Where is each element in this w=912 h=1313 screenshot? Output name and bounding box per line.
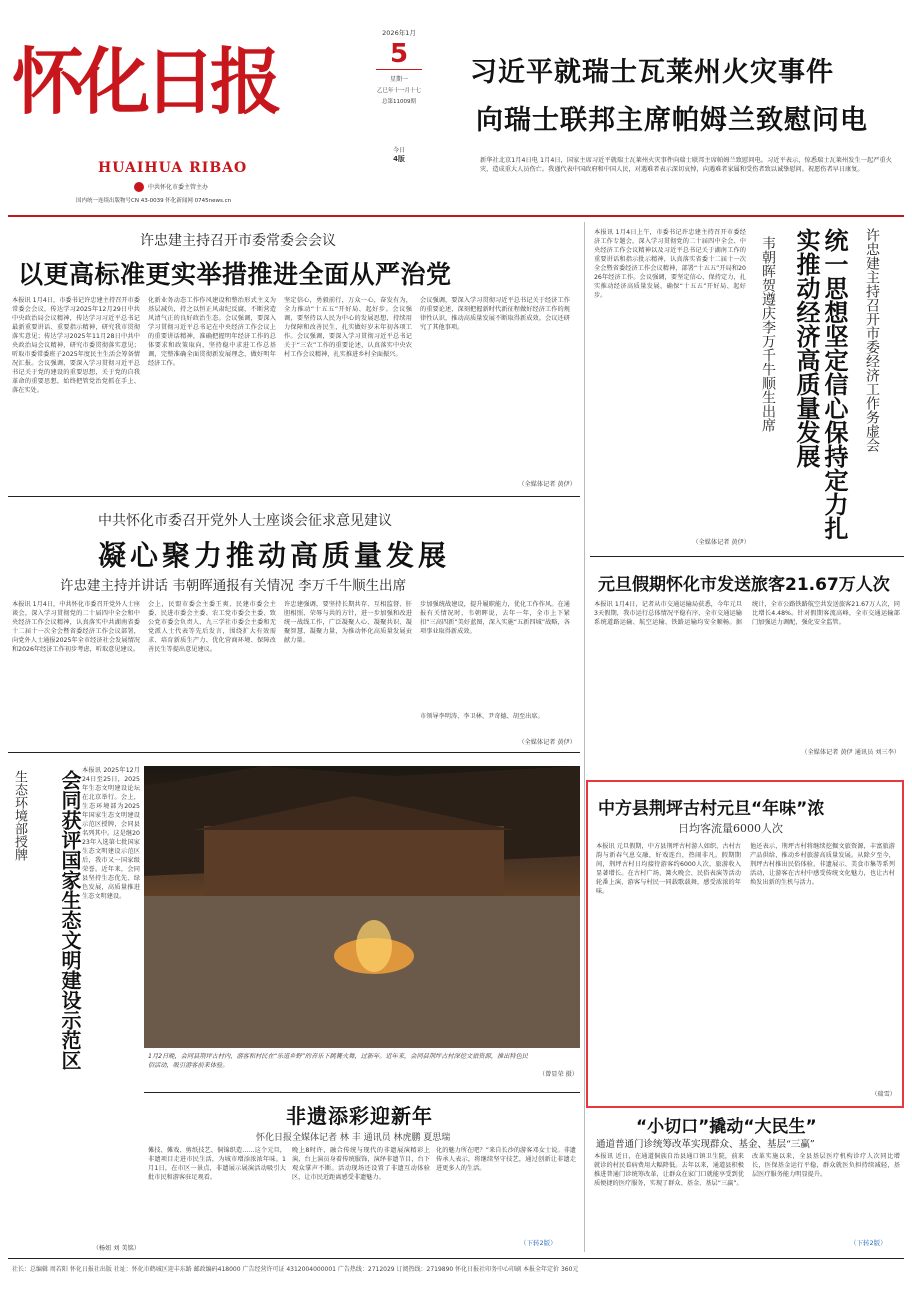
right3-col2: 他还表示，荆坪古村将继续挖掘文旅资源，丰富旅游产品供给，推动乡村旅游高质量发展。从除夕至今，荆坪古村推出民俗体验、非遗展示、美食市集等系列活动，让游客在古村中感受传统文化魅力，也让古村焕发出新的生机与活力。 (750, 843, 895, 886)
photo-scene (144, 766, 580, 1048)
bottom1-col1: 傩技、傩戏、剪纸技艺、侗锦织造……这个元旦，非遗项目走进市民生活，为城市增添浓浓年味。1月1日，在市区一景点，非遗展示展演活动吸引大批市民和游客驻足观看。 (148, 1147, 286, 1181)
bottom2-headline: “小切口”撬动“大民生” (636, 1117, 817, 1137)
story1-headline: 以更高标准更实举措推进全面从严治党 (18, 260, 452, 289)
eco-headline: 会同获评国家生态文明建设示范区 (58, 770, 82, 1070)
story2-col1: 本报讯 1月4日，中共怀化市委召开党外人士座谈会，深入学习贯彻党的二十届四中全会和中央经济工作会议精神，认真落实中共湖南省委十二届十一次全会暨省委经济工作会议部署，向党外人士通报2025年全市经济社会发展情况和2026年经济工作初步考虑，听取意见建议。 (12, 601, 140, 653)
right2-credit: （全媒体记者 黄伊 通讯员 刘三李） (801, 749, 900, 756)
masthead (8, 6, 368, 206)
story2-col4: 步加强统战建设，提升履职能力，优化工作作风。在通报有关情况时，韦朝晖说，去年一年，全市上下紧扣“三高四新”美好蓝图，深入实施“五新四城”战略，各项事业取得新成效。 (420, 601, 570, 635)
date-box (370, 28, 428, 188)
bottom2-subhead: 通道普通门诊统筹改革实现群众、基金、基层“三赢” (596, 1139, 815, 1150)
right3-subhead: 日均客流量6000人次 (678, 822, 783, 835)
right1-subline: 韦朝晖贺遵庆李万千牛顺生出席 (760, 236, 776, 432)
news-photo (144, 766, 580, 1048)
story1-col2: 化新业务动态工作作风建设和整治形式主义为基层减负，持之以恒正风肃纪反腐，不断营造风清气正的良好政治生态。会议强调，要深入学习贯彻习近平总书记在中央经济工作会议上的重要讲话精神，准确把握明年经济工作的总体要求和政策取向，坚持稳中求进工作总基调，完整准确全面贯彻新发展理念，做好明年经济工作。 (148, 297, 276, 367)
pages-label: 今日 (392, 147, 405, 154)
bottom1-col3: 化的魅力所在吧？”来自长沙的游客邓女士说。非遗传承人表示，将继续坚守技艺，通过创新让非遗走进更多人的生活。 (436, 1147, 576, 1172)
story2-headline: 凝心聚力推动高质量发展 (98, 539, 451, 572)
bottom1-continue-link[interactable]: （下转2版） (520, 1239, 557, 1247)
story2-col5: 市领导李明涛、李卫林、尹奇德、胡至出席。 (420, 713, 544, 720)
story2-credit: （全媒体记者 黄伊） (518, 739, 576, 746)
right1-credit: （全媒体记者 黄伊） (692, 539, 750, 546)
story2-col2: 会上，民盟市委会主委王爽、民建市委会主委、民进市委会主委、农工党市委会主委、致公党市委会负责人、九三学社市委会主委和无党派人士代表等先后发言，围绕扩大有效需求、培育新质生产力、优化营商环境、保障改善民生等提出意见建议。 (148, 601, 276, 653)
masthead-publisher: 中共怀化市委主管主办 (148, 184, 209, 191)
bottom2-col1: 本报讯 近日，在通道侗族自治县通口镇卫生院，前来就诊的村民看病费用大幅降低。去年以来，通道县积极推进普通门诊统筹改革，让群众在家门口就能享受到优质便捷的医疗服务，实现了群众、基金、基层“三赢”。 (594, 1153, 744, 1187)
story1-col3: 坚定信心，勇毅前行，万众一心，奋发有为，全力推动“十五五”开好局、起好步。会议强调，要坚持以人民为中心的发展思想，持续用力保障和改善民生，扎实做好岁末年初各项工作。会议强调，要深入学习贯彻习近平总书记关于“三农”工作的重要论述，认真落实中央农村工作会议精神，扎实推进乡村全面振兴。 (284, 297, 412, 358)
right3-headline: 中方县荆坪古村元旦“年味”浓 (598, 799, 825, 819)
right2-body: 本报讯 1月4日，记者从市交通运输局获悉，今年元旦3天假期，我市运行总体情况平稳有序，全市交通运输系统道路运输、航空运输、铁路运输均安全顺畅。据统计，全市公路铁路航空共发送旅客21.67万人次，同比增长4.48%。针对假期客流高峰，全市交通运输部门加强运力调配，强化安全监管。 (594, 601, 900, 626)
photo-credit: （曾显荣 摄） (538, 1071, 578, 1078)
right2-headline: 元旦假期怀化市发送旅客21.67万人次 (598, 575, 890, 595)
date-issue: 总第11009期 (382, 99, 416, 105)
right1-body: 本报讯 1月4日上午，市委书记许忠建主持召开市委经济工作专题会，深入学习贯彻党的二十届四中全会、中央经济工作会议精神以及习近平总书记关于湖南工作的重要讲话和指示批示精神，认真落实省委十二届十一次全会暨省委经济工作会议精神，部署“十五五”开局和2026年经济工作。会议强调，要坚定信心、保持定力，扎实推动经济高质量发展，确保“十五五”开好局、起好步。 (594, 229, 746, 299)
right1-eyebrow: 许忠建主持召开市委经济工作务虚会 (864, 228, 880, 452)
right-column-rule (584, 222, 585, 1252)
footer-divider (8, 1258, 904, 1259)
photo-buildings (204, 826, 504, 896)
lead-headline-1: 习近平就瑞士瓦莱州火灾事件 (470, 57, 834, 88)
bottom-divider (144, 1092, 580, 1093)
date-lunar: 乙巳年十一月十七 (376, 88, 421, 94)
date-weekday: 星期一 (389, 76, 408, 83)
right1-headline: 统一思想坚定信心保持定力扎实推动经济高质量发展 (792, 228, 848, 540)
story1-credit: （全媒体记者 黄伊） (518, 481, 576, 488)
party-emblem-icon (134, 182, 144, 192)
bottom1-byline: 怀化日报全媒体记者 林 丰 通讯员 林虎鹏 夏思瑞 (256, 1133, 451, 1143)
pages-count: 4版 (393, 155, 405, 163)
bottom1-col2: 晚上8时许，融合传统与现代的非遗展演精彩上演，台上演员身着传统服饰，演绎非遗节目，台下观众掌声不断。活动现场还设置了非遗互动体验区，让市民近距离感受非遗魅力。 (292, 1147, 430, 1181)
story2-col3: 许忠建强调，要坚持长期共存、互相监督、肝胆相照、荣辱与共的方针，进一步加强和改进统一战线工作，广泛凝聚人心、凝聚共识、凝聚智慧、凝聚力量，为推动怀化高质量发展贡献力量。 (284, 601, 412, 644)
masthead-issn: 国内统一连续出版物号CN 43-0039 怀化新闻网 0745news.cn (76, 198, 232, 204)
right3-credit: （瑞雪） (871, 1091, 896, 1098)
date-day: 5 (376, 39, 422, 70)
photo-caption: 1月2日晚，会同县荆坪古村内，游客和村民在“乐道乡野”的音乐下跳篝火舞，过新年。近年来，会同县荆坪古村深挖文旅资源，推出特色民俗活动，吸引游客前来体验。 (148, 1053, 528, 1069)
masthead-logo: 怀化日报 (12, 39, 277, 124)
story2-subhead: 许忠建主持并讲话 韦朝晖通报有关情况 李万千牛顺生出席 (60, 578, 407, 594)
story1-eyebrow: 许忠建主持召开市委常委会会议 (140, 233, 336, 249)
story2-divider (8, 752, 580, 753)
bottom2-col2: 改革实施以来，全县基层医疗机构诊疗人次同比增长，医保基金运行平稳，群众就医负担持续减轻，基层医疗服务能力明显提升。 (752, 1153, 900, 1178)
story1-col4: 会议强调，要深入学习贯彻习近平总书记关于经济工作的重要论述，深刻把握新时代新征程做好经济工作的规律性认识，推动高质量发展不断取得新成效。会议还研究了其他事项。 (420, 297, 570, 331)
date-month: 2026年1月 (382, 29, 416, 37)
bottom1-headline: 非遗添彩迎新年 (286, 1104, 433, 1128)
lead-headline-2: 向瑞士联邦主席帕姆兰致慰问电 (476, 105, 868, 136)
right3-col1: 本报讯 元旦假期，中方县荆坪古村游人如织，古村古韵与新春气息交融，好戏连台，热闹非凡。假期期间，荆坪古村日均接待游客约6000人次，旅游收入显著增长。在古村广场，篝火晚会、民俗表演等活动轮番上演，游客与村民一同载歌载舞，感受浓浓的年味。 (596, 843, 741, 895)
eco-body: 本报讯 2025年12月24日至25日，2025年生态文明建设论坛在北京举行。会上，生态环境部为2025年国家生态文明建设示范区授牌，会同县名列其中。这是继2023年入选第七批国家生态文明建设示范区后，我市又一国家级荣誉。近年来，会同县坚持生态优先、绿色发展，高质量推进生态文明建设。 (82, 767, 140, 900)
footer-text: 社长：总编辑 周若阳 怀化日报社出版 社址：怀化市鹤城区迎丰东路 邮政编码418000 广告经营许可证 4312004000001 广告热线：2712029 订阅热线：2719890 怀化日报社印务中心印刷 本报全年定价 360元 (12, 1266, 579, 1273)
lead-body: 新华社北京1月4日电 1月4日，国家主席习近平就瑞士瓦莱州火灾事件向瑞士联邦主席帕姆兰致慰问电。习近平表示，惊悉瑞士瓦莱州发生一起严重火灾，造成重大人员伤亡。我谨代表中国政府和中国人民，对遇难者表示深切哀悼，向遇难者家属和受伤者致以诚挚慰问。祝愿伤者早日康复。 (480, 157, 892, 173)
eco-eyebrow: 生态环境部授牌 (12, 770, 27, 861)
story1-divider (8, 496, 580, 497)
masthead-divider (8, 215, 904, 217)
eco-credit: （杨妞 刘 美铭） (92, 1245, 140, 1252)
story1-col1: 本报讯 1月4日，市委书记许忠建主持召开市委常委会会议，传达学习2025年12月29日中共中央政治局会议精神，传达学习习近平总书记最新重要讲话、重要指示精神，研究我市贯彻落实意见；传达学习2025年11月28日中共中央政治局会议精神，研究市委贯彻落实意见；听取市委常委班子2025年度民主生活会筹备情况汇报。会议强调，要深入学习贯彻习近平总书记关于党的建设的重要思想，关于党的自我革命的重要思想，始终把管党治党抓在手上、落在实处。 (12, 297, 140, 394)
right1-divider (590, 556, 904, 557)
story2-eyebrow: 中共怀化市委召开党外人士座谈会征求意见建议 (98, 513, 392, 529)
photo-flame (356, 920, 392, 972)
masthead-pinyin: HUAIHUA RIBAO (98, 160, 248, 176)
bottom2-continue-link[interactable]: （下转2版） (850, 1239, 887, 1247)
